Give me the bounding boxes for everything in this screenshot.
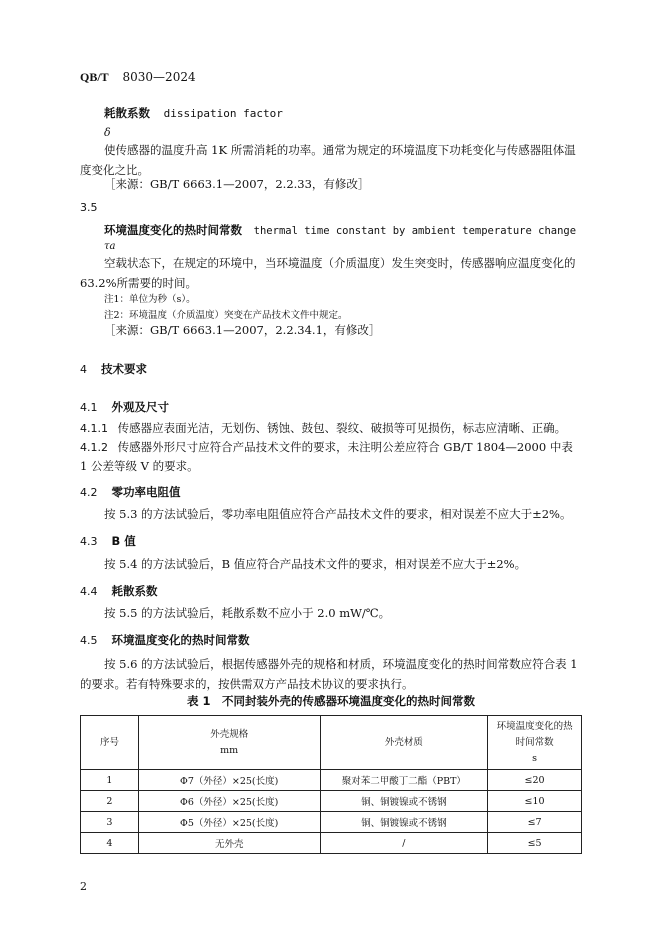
term-3-4-source: ［来源：GB/T 6663.1—2007，2.2.33，有修改］	[104, 177, 370, 191]
section-4-5-title: 环境温度变化的热时间常数	[111, 633, 250, 647]
section-4-1-number: 4.1	[80, 401, 98, 414]
cell-tau: ≤7	[488, 812, 582, 833]
term-3-5-title-en: thermal time constant by ambient temperature change	[253, 225, 577, 237]
section-4-3-text: 按 5.4 的方法试验后，B 值应符合产品技术文件的要求，相对误差不应大于±2%。	[104, 557, 527, 571]
cell-tau: ≤10	[488, 791, 582, 812]
cell-no: 1	[81, 770, 139, 791]
table-row	[81, 812, 582, 833]
term-3-5-note2: 注2：环境温度（介质温度）突变在产品技术文件中规定。	[104, 310, 348, 321]
section-4-1-2-text: 传感器外形尺寸应符合产品技术文件的要求，未注明公差应符合 GB/T 1804—2000 中表 1 公差等级 V 的要求。	[80, 440, 573, 473]
section-4-2-text: 按 5.3 的方法试验后，零功率电阻值应符合产品技术文件的要求，相对误差不应大于±2%。	[104, 507, 572, 521]
term-3-4-title-zh: 耗散系数	[104, 106, 150, 120]
cell-material: 聚对苯二甲酸丁二酯（PBT）	[320, 770, 488, 791]
cell-material: 铜、铜镀镍或不锈钢	[320, 791, 488, 812]
term-3-4-title-en: dissipation factor	[163, 107, 283, 120]
table-row	[81, 791, 582, 812]
cell-material: 铜、铜镀镍或不锈钢	[320, 812, 488, 833]
cell-spec: 无外壳	[138, 833, 320, 854]
section-4-title: 技术要求	[101, 362, 148, 376]
section-4-4-number: 4.4	[80, 585, 98, 598]
section-4-1-1	[80, 419, 566, 438]
section-4-2-title: 零功率电阻值	[111, 485, 181, 499]
standard-code: QB/T	[80, 70, 109, 84]
cell-no: 4	[81, 833, 139, 854]
term-3-5-title-zh: 环境温度变化的热时间常数	[104, 223, 242, 237]
section-4-5-number: 4.5	[80, 634, 98, 647]
term-3-5-number: 3.5	[80, 201, 98, 214]
header-spec: 外壳规格 mm	[138, 716, 320, 770]
section-4-5-text: 按 5.6 的方法试验后，根据传感器外壳的规格和材质，环境温度变化的热时间常数应符合表 1 的要求。若有特殊要求的，按供需双方产品技术协议的要求执行。	[80, 657, 578, 691]
section-4-2-number: 4.2	[80, 486, 98, 499]
header-tau: 环境温度变化的热 时间常数 s	[488, 716, 582, 770]
section-4-4-title: 耗散系数	[111, 584, 158, 598]
section-4-1-2	[80, 438, 582, 476]
cell-spec: Φ7（外径）×25(长度)	[138, 770, 320, 791]
cell-no: 2	[81, 791, 139, 812]
section-4-1-1-text: 传感器应表面光洁，无划伤、锈蚀、鼓包、裂纹、破损等可见损伤，标志应清晰、正确。	[117, 421, 567, 435]
section-4-1-1-number: 4.1.1	[80, 422, 108, 435]
table-header-row	[81, 716, 582, 770]
section-4-1-2-number: 4.1.2	[80, 441, 108, 454]
cell-material: /	[320, 833, 488, 854]
section-4-heading	[80, 361, 147, 377]
cell-tau: ≤5	[488, 833, 582, 854]
section-4-5-heading	[80, 632, 250, 648]
term-3-5-title	[104, 222, 576, 238]
table-row	[81, 833, 582, 854]
section-4-3-heading	[80, 533, 136, 549]
cell-spec: Φ6（外径）×25(长度)	[138, 791, 320, 812]
section-4-4-heading	[80, 583, 158, 599]
section-4-3-title: B 值	[111, 534, 136, 548]
section-4-2-heading	[80, 484, 181, 500]
header-material: 外壳材质	[320, 716, 488, 770]
term-3-5-definition: 空载状态下，在规定的环境中，当环境温度（介质温度）发生突变时，传感器响应温度变化的 63.2%所需要的时间。	[80, 256, 576, 290]
section-4-number: 4	[80, 363, 87, 376]
page-header	[80, 70, 196, 85]
table-1	[80, 715, 582, 854]
term-3-4-title	[104, 105, 283, 121]
term-3-4-definition: 使传感器的温度升高 1K 所需消耗的功率。通常为规定的环境温度下功耗变化与传感器阻体温度变化之比。	[80, 143, 576, 177]
term-3-5-source: ［来源：GB/T 6663.1—2007，2.2.34.1，有修改］	[104, 323, 381, 337]
cell-tau: ≤20	[488, 770, 582, 791]
section-4-3-number: 4.3	[80, 535, 98, 548]
table-row	[81, 770, 582, 791]
term-3-5-symbol: τa	[104, 241, 116, 252]
page-number: 2	[80, 880, 87, 893]
cell-no: 3	[81, 812, 139, 833]
section-4-1-heading	[80, 399, 169, 415]
table-1-caption: 表 1 不同封装外壳的传感器环境温度变化的热时间常数	[186, 694, 475, 708]
section-4-1-title: 外观及尺寸	[111, 400, 170, 414]
section-4-4-text: 按 5.5 的方法试验后，耗散系数不应小于 2.0 mW/℃。	[104, 606, 391, 620]
term-3-5-note1: 注1：单位为秒（s）。	[104, 294, 196, 305]
cell-spec: Φ5（外径）×25(长度)	[138, 812, 320, 833]
header-no: 序号	[81, 716, 139, 770]
term-3-4-symbol: δ	[104, 126, 111, 139]
standard-number: 8030—2024	[122, 70, 196, 84]
